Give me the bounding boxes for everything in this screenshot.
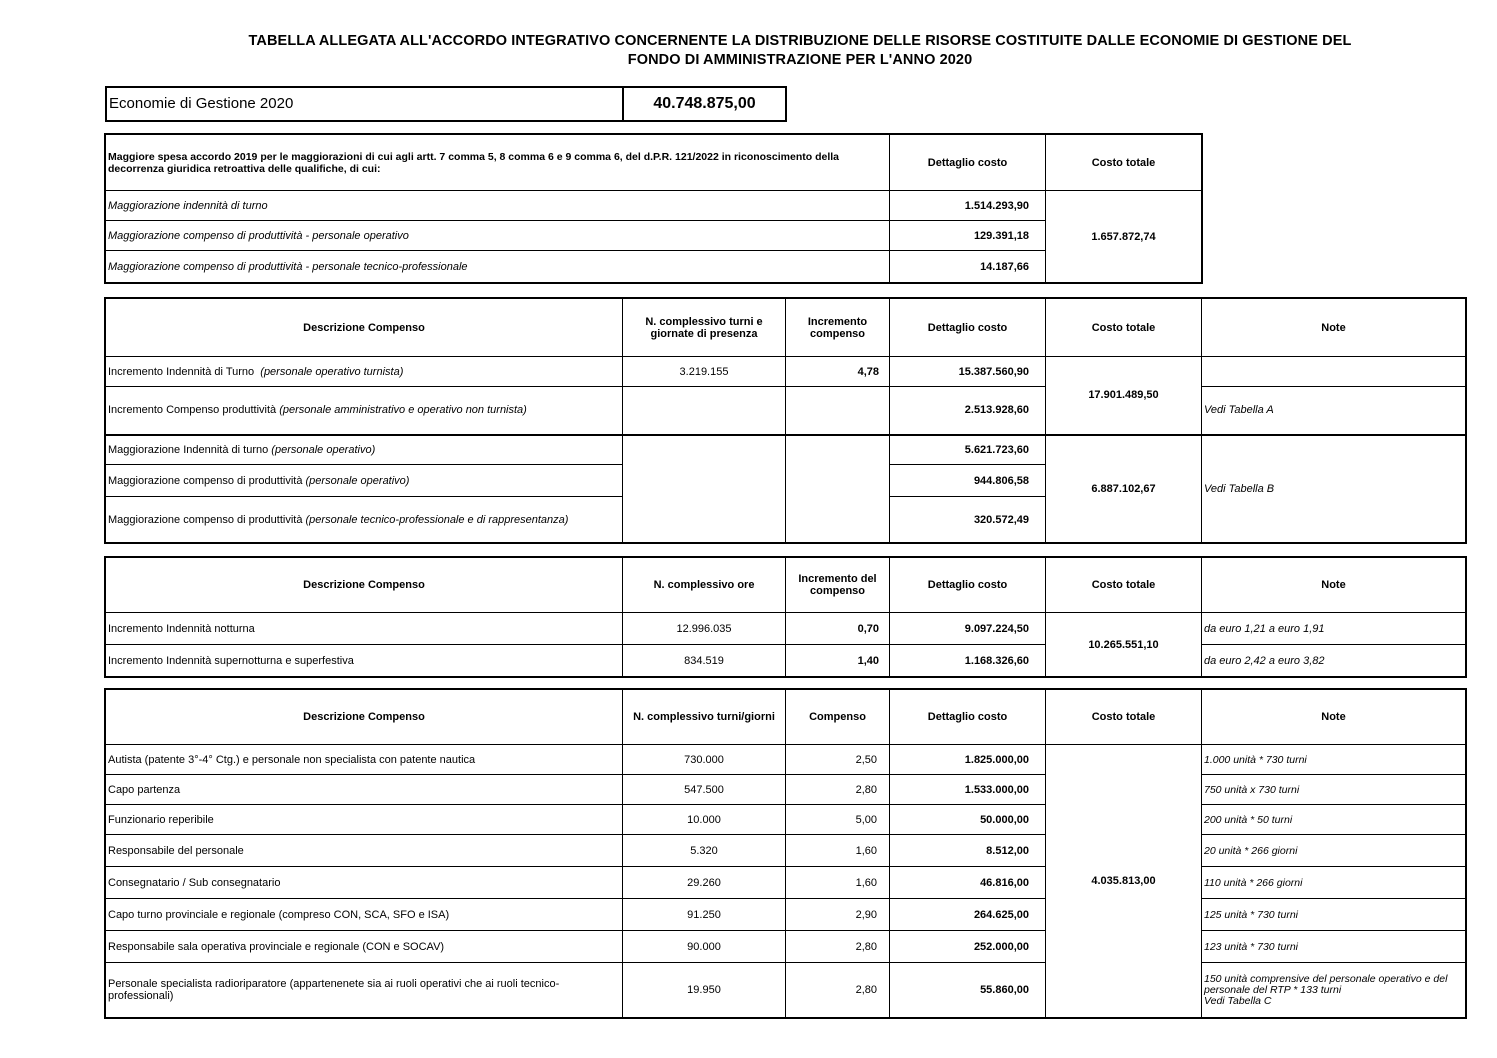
t4-row-n: 5.320	[623, 835, 786, 867]
indennita-turno-table	[105, 298, 1466, 543]
t3-header-note: Note	[1202, 558, 1466, 613]
t4-row-dettaglio: 264.625,00	[890, 899, 1046, 931]
title-line-1: TABELLA ALLEGATA ALL'ACCORDO INTEGRATIVO CONCERNENTE LA DISTRIBUZIONE DELLE RISORSE COSTITUITE DALLE ECONOMIE DI GESTIONE DEL	[248, 33, 1352, 49]
t4-row-dettaglio: 50.000,00	[890, 805, 1046, 835]
t4-row-desc: Capo partenza	[106, 775, 623, 805]
t1-header-totale: Costo totale	[1046, 135, 1202, 191]
t1-row-dettaglio: 129.391,18	[890, 221, 1046, 251]
t4-row-n: 19.950	[623, 963, 786, 1018]
t2-row-desc: Maggiorazione compenso di produttività (personale operativo)	[106, 465, 623, 497]
t4-header-desc: Descrizione Compenso	[106, 690, 623, 745]
t3-header-inc: Incremento del compenso	[786, 558, 890, 613]
indennita-notturna-table	[105, 557, 1466, 677]
t4-row-dettaglio: 1.825.000,00	[890, 745, 1046, 775]
economie-value: 40.748.875,00	[623, 87, 786, 121]
t3-header-totale: Costo totale	[1046, 558, 1202, 613]
t1-header-desc: Maggiore spesa accordo 2019 per le maggiorazioni di cui agli artt. 7 comma 5, 8 comma 6 e 9 comma 6, del d.P.R. 121/2022 in riconoscimento della decorrenza giuridica retroattiva delle qualifiche, di cui:	[106, 135, 890, 191]
t2-row-desc: Incremento Compenso produttività (personale amministrativo e operativo non turnista)	[106, 387, 623, 435]
t3-row-desc: Incremento Indennità notturna	[106, 613, 623, 645]
t4-row-n: 29.260	[623, 867, 786, 899]
t2-header-dettaglio: Dettaglio costo	[890, 299, 1046, 357]
t4-row-note: 125 unità * 730 turni	[1202, 899, 1466, 931]
t4-row-note: 1.000 unità * 730 turni	[1202, 745, 1466, 775]
t4-row-note: 200 unità * 50 turni	[1202, 805, 1466, 835]
maggiore-spesa-table	[105, 134, 1202, 283]
t1-row-dettaglio: 14.187,66	[890, 251, 1046, 283]
t2-row-n	[623, 387, 786, 435]
t4-header-comp: Compenso	[786, 690, 890, 745]
t4-header-totale: Costo totale	[1046, 690, 1202, 745]
t2-row-dettaglio: 320.572,49	[890, 497, 1046, 543]
t2-header-desc: Descrizione Compenso	[106, 299, 623, 357]
t2-header-totale: Costo totale	[1046, 299, 1202, 357]
t2-row-desc: Incremento Indennità di Turno (personale operativo turnista)	[106, 357, 623, 387]
economie-table	[105, 86, 787, 122]
t4-row-note-ref: Vedi Tabella C	[1204, 994, 1272, 1007]
t3-header-desc: Descrizione Compenso	[106, 558, 623, 613]
t4-header-dettaglio: Dettaglio costo	[890, 690, 1046, 745]
t4-row-comp: 2,80	[786, 963, 890, 1018]
t2-note-a: Vedi Tabella A	[1202, 387, 1466, 435]
document-title	[100, 32, 1497, 70]
t1-totale: 1.657.872,74	[1046, 191, 1202, 283]
t4-row-n: 90.000	[623, 931, 786, 963]
t2-row-inc	[786, 387, 890, 435]
t4-row-dettaglio: 1.533.000,00	[890, 775, 1046, 805]
t3-header-n: N. complessivo ore	[623, 558, 786, 613]
t4-row-note: 20 unità * 266 giorni	[1202, 835, 1466, 867]
t4-row-n: 730.000	[623, 745, 786, 775]
t3-row-note: da euro 2,42 a euro 3,82	[1202, 645, 1466, 677]
t4-row-comp: 2,90	[786, 899, 890, 931]
t3-header-dettaglio: Dettaglio costo	[890, 558, 1046, 613]
t4-totale: 4.035.813,00	[1046, 745, 1202, 1018]
t3-row-note: da euro 1,21 a euro 1,91	[1202, 613, 1466, 645]
t2-row-dettaglio: 944.806,58	[890, 465, 1046, 497]
t2-header-inc: Incremento compenso	[786, 299, 890, 357]
t4-row-note: 750 unità x 730 turni	[1202, 775, 1466, 805]
t1-row-desc: Maggiorazione compenso di produttività - personale tecnico-professionale	[106, 251, 890, 283]
t4-row-n: 10.000	[623, 805, 786, 835]
t4-row-n: 91.250	[623, 899, 786, 931]
t2-row-dettaglio: 5.621.723,60	[890, 435, 1046, 465]
t4-row-desc: Personale specialista radioriparatore (appartenenete sia ai ruoli operativi che ai ruoli tecnico-professionali)	[106, 963, 623, 1018]
t4-row-note	[1202, 963, 1466, 1018]
t4-row-comp: 2,80	[786, 931, 890, 963]
t3-row-n: 834.519	[623, 645, 786, 677]
t2-totale-a: 17.901.489,50	[1046, 357, 1202, 435]
t2-header-n: N. complessivo turni e giornate di presenza	[623, 299, 786, 357]
t4-row-desc: Responsabile del personale	[106, 835, 623, 867]
t3-row-n: 12.996.035	[623, 613, 786, 645]
title-line-2: FONDO DI AMMINISTRAZIONE PER L'ANNO 2020	[627, 52, 973, 68]
t4-row-desc: Consegnatario / Sub consegnatario	[106, 867, 623, 899]
t3-totale: 10.265.551,10	[1046, 613, 1202, 677]
t3-row-inc: 1,40	[786, 645, 890, 677]
t1-row-desc: Maggiorazione indennità di turno	[106, 191, 890, 221]
t4-row-comp: 2,50	[786, 745, 890, 775]
t4-row-note: 110 unità * 266 giorni	[1202, 867, 1466, 899]
t4-row-dettaglio: 252.000,00	[890, 931, 1046, 963]
t4-row-comp: 1,60	[786, 867, 890, 899]
t1-header-dettaglio: Dettaglio costo	[890, 135, 1046, 191]
t4-header-n: N. complessivo turni/giorni	[623, 690, 786, 745]
t3-row-inc: 0,70	[786, 613, 890, 645]
t4-row-n: 547.500	[623, 775, 786, 805]
t4-header-note: Note	[1202, 690, 1466, 745]
t2-row-dettaglio: 15.387.560,90	[890, 357, 1046, 387]
t4-row-dettaglio: 46.816,00	[890, 867, 1046, 899]
t4-row-dettaglio: 8.512,00	[890, 835, 1046, 867]
t2-note-empty	[1202, 357, 1466, 387]
t4-row-note: 123 unità * 730 turni	[1202, 931, 1466, 963]
t2-totale-b: 6.887.102,67	[1046, 435, 1202, 543]
t3-row-desc: Incremento Indennità supernotturna e superfestiva	[106, 645, 623, 677]
t2-row-n	[623, 435, 786, 543]
t4-row-desc: Autista (patente 3°-4° Ctg.) e personale non specialista con patente nautica	[106, 745, 623, 775]
t4-row-comp: 2,80	[786, 775, 890, 805]
t4-row-note-text: 150 unità comprensive del personale operativo e del personale del RTP * 133 turni	[1204, 972, 1448, 996]
compensi-turni-table	[105, 689, 1466, 1018]
t1-row-desc: Maggiorazione compenso di produttività - personale operativo	[106, 221, 890, 251]
t4-row-dettaglio: 55.860,00	[890, 963, 1046, 1018]
t2-header-note: Note	[1202, 299, 1466, 357]
t2-note-b: Vedi Tabella B	[1202, 435, 1466, 543]
t4-row-comp: 5,00	[786, 805, 890, 835]
t4-row-desc: Capo turno provinciale e regionale (compreso CON, SCA, SFO e ISA)	[106, 899, 623, 931]
t3-row-dettaglio: 9.097.224,50	[890, 613, 1046, 645]
t4-row-desc: Responsabile sala operativa provinciale e regionale (CON e SOCAV)	[106, 931, 623, 963]
t4-row-comp: 1,60	[786, 835, 890, 867]
t2-row-desc: Maggiorazione compenso di produttività (personale tecnico-professionale e di rappresentanza)	[106, 497, 623, 543]
t2-row-inc: 4,78	[786, 357, 890, 387]
t4-row-desc: Funzionario reperibile	[106, 805, 623, 835]
t2-row-n: 3.219.155	[623, 357, 786, 387]
t2-row-dettaglio: 2.513.928,60	[890, 387, 1046, 435]
t3-row-dettaglio: 1.168.326,60	[890, 645, 1046, 677]
t2-row-inc	[786, 435, 890, 543]
t2-row-desc: Maggiorazione Indennità di turno (personale operativo)	[106, 435, 623, 465]
economie-label: Economie di Gestione 2020	[106, 87, 623, 121]
t1-row-dettaglio: 1.514.293,90	[890, 191, 1046, 221]
